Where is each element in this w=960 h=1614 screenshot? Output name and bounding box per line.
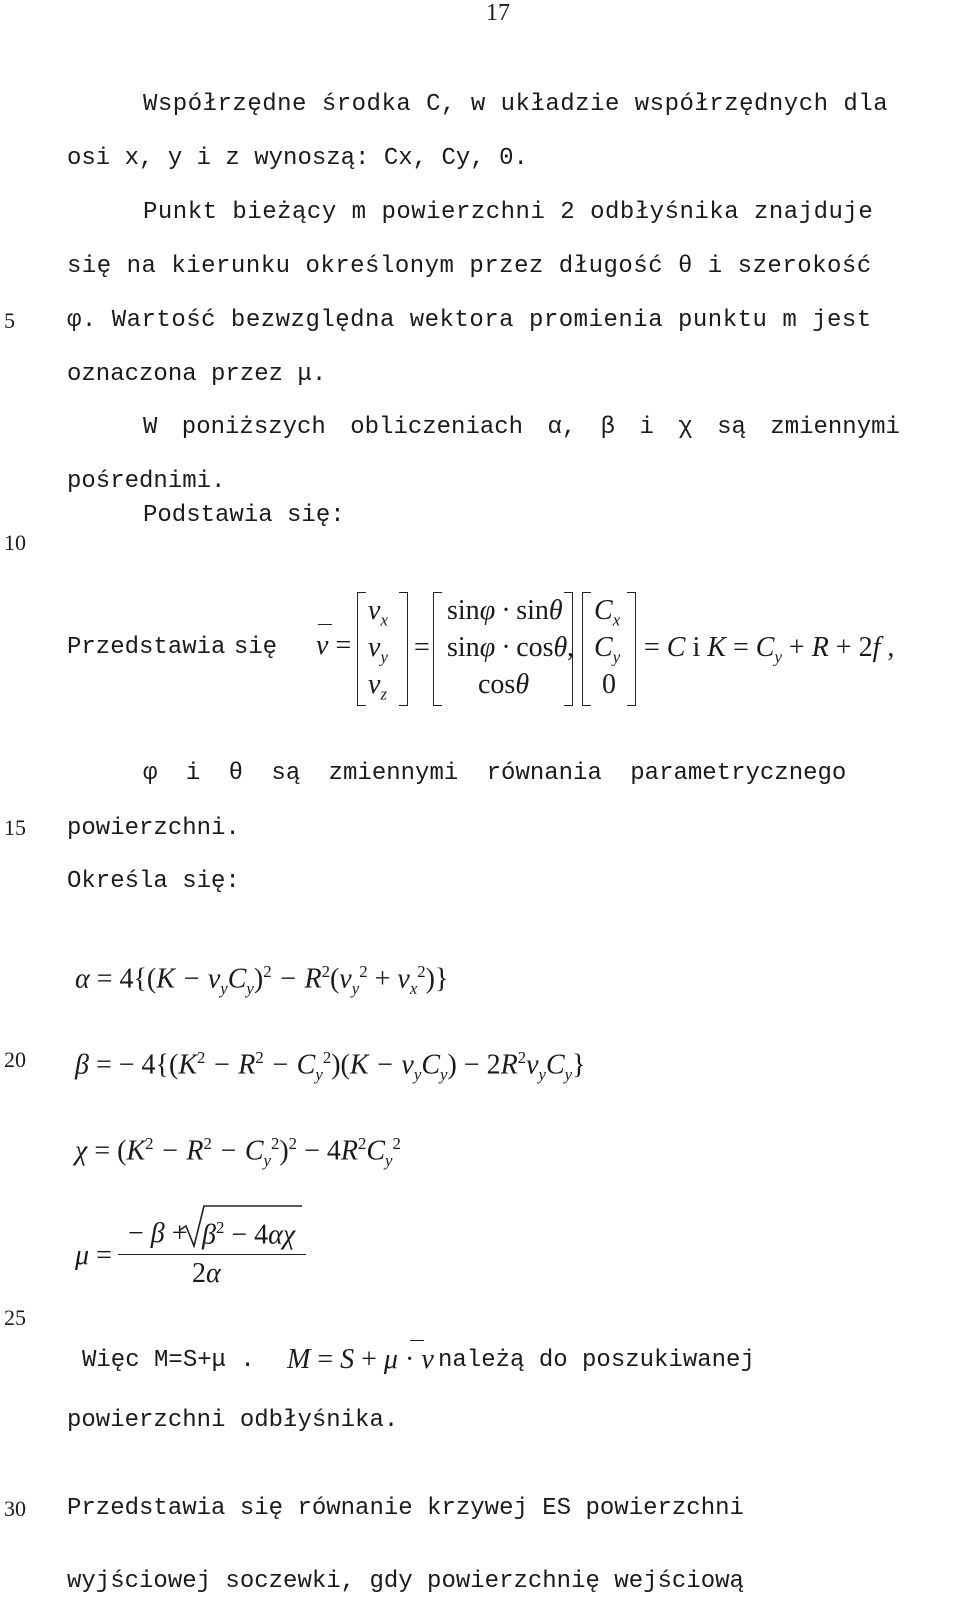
line-number-5: 5: [4, 308, 15, 333]
paragraph-line: należą do poszukiwanej: [438, 1347, 755, 1374]
line-number-15: 15: [4, 815, 26, 840]
page-number: 17: [486, 0, 510, 26]
line-number-20: 20: [4, 1047, 26, 1072]
represent-label: Przedstawia się: [67, 634, 278, 661]
paragraph-line: wyjściowej soczewki, gdy powierzchnię wejściową: [67, 1568, 744, 1595]
paragraph-line: oznaczona przez μ.: [67, 361, 327, 388]
paragraph-line: Określa się:: [67, 868, 240, 895]
line-number-25: 25: [4, 1305, 26, 1330]
paragraph-line: Przedstawia się równanie krzywej ES powierzchni: [67, 1495, 744, 1522]
paragraph-line: powierzchni odbłyśnika.: [67, 1407, 399, 1434]
paragraph-line: pośrednimi.: [67, 468, 226, 495]
paragraph-line: Współrzędne środka C, w układzie współrzędnych dla: [143, 91, 889, 118]
paragraph-line: Punkt bieżący m powierzchni 2 odbłyśnika znajduje: [143, 199, 874, 226]
paragraph-line: się na kierunku określonym przez długość θ i szerokość: [67, 253, 872, 280]
paragraph-line: φ. Wartość bezwzględna wektora promienia punktu m jest: [67, 307, 872, 334]
line-number-10: 10: [4, 530, 26, 555]
paragraph-line: W poniższych obliczeniach α, β i χ są zmiennymi: [143, 414, 900, 441]
paragraph-line: Więc M=S+μ .: [82, 1347, 255, 1374]
paragraph-line: φ i θ są zmiennymi równania parametrycznego: [143, 760, 847, 787]
paragraph-line: osi x, y i z wynoszą: Cx, Cy, 0.: [67, 145, 528, 172]
paragraph-line: powierzchni.: [67, 815, 240, 842]
line-number-30: 30: [4, 1496, 26, 1521]
paragraph-line: Podstawia się:: [143, 502, 345, 529]
